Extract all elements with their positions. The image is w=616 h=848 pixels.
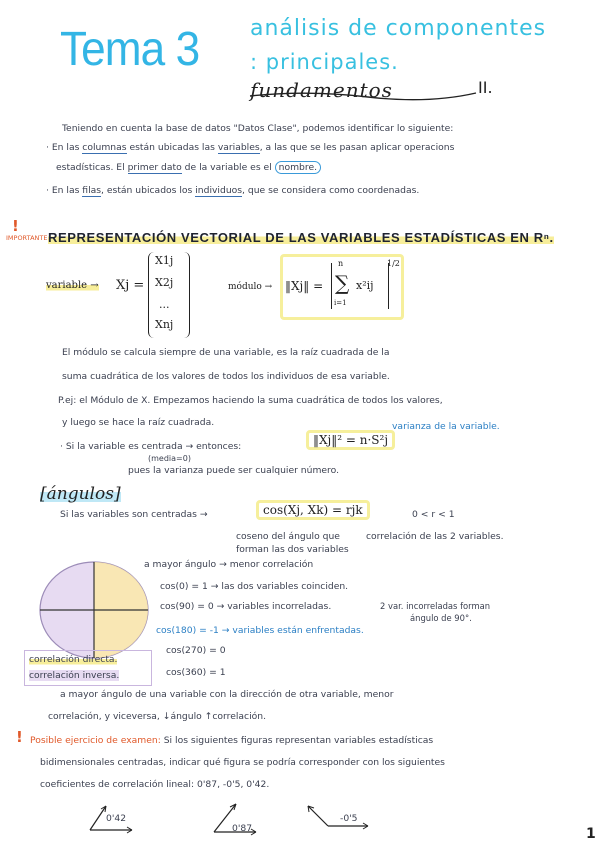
cos-correlation-formula: cos(Xj, Xk) = rjk	[256, 500, 370, 520]
intro-line-3: estadísticas. El primer dato de la variable es el nombre.	[56, 161, 321, 174]
variance-any-number: pues la varianza puede ser cualquier número.	[128, 465, 340, 476]
modulo-text-4: y luego se hace la raíz cuadrada.	[62, 417, 215, 428]
angles-line-4: cos(180) = -1 → variables están enfrentadas.	[156, 625, 364, 636]
sum-symbol: ∑	[335, 271, 350, 295]
coseno-note-2: forman las dos variables	[236, 544, 349, 555]
angles-conclusion-2: correlación, y viceversa, ↓ángulo ↑correlación.	[48, 711, 267, 722]
xj-equals: Xj =	[116, 278, 145, 293]
sum-bracket	[331, 259, 389, 309]
page-title: Tema 3	[60, 23, 200, 76]
angles-line-1: a mayor ángulo → menor correlación	[144, 559, 314, 570]
sum-top: n	[338, 259, 344, 268]
vector-elem-3: ...	[159, 298, 170, 311]
correlation-legend	[24, 650, 152, 686]
figure-b-label: 0'87	[232, 823, 253, 834]
page-number: 1	[586, 826, 596, 842]
intro-line-1: Teniendo en cuenta la base de datos "Datos Clase", podemos identificar lo siguiente:	[62, 123, 454, 134]
angles-line-3b: 2 var. incorreladas forman	[380, 601, 491, 611]
modulo-lhs: ‖Xj‖ =	[285, 279, 324, 293]
angles-line-2: cos(0) = 1 → las dos variables coinciden.	[160, 581, 349, 592]
vector-elem-4: Xnj	[155, 318, 174, 331]
angles-line-3: cos(90) = 0 → variables incorreladas.	[160, 601, 332, 612]
vector-elem-2: X2j	[155, 276, 174, 289]
vector-bracket	[148, 252, 190, 338]
important-label: IMPORTANTE	[6, 234, 48, 242]
legend-direct: correlación directa.	[29, 654, 118, 665]
variable-label: variable →	[46, 280, 99, 291]
variance-label: varianza de la variable.	[392, 421, 500, 432]
figure-c-label: -0'5	[340, 813, 358, 824]
exam-line-1: Posible ejercicio de examen: Si los siguientes figuras representan variables estadísticas	[30, 735, 434, 746]
legend-inverse: correlación inversa.	[29, 670, 120, 681]
modulo-label: módulo →	[228, 282, 273, 292]
angles-line-6: cos(360) = 1	[166, 667, 226, 678]
title-subtitle-1: análisis de componentes	[250, 16, 547, 41]
modulo-text-3: P.ej: el Módulo de X. Empezamos haciendo la suma cuadrática de todos los valores,	[58, 395, 443, 406]
vector-elem-1: X1j	[155, 254, 174, 267]
sum-bottom: i=1	[334, 299, 347, 307]
modulo-text-2: suma cuadrática de los valores de todos los individuos de esa variable.	[62, 371, 390, 382]
correlation-note: correlación de las 2 variables.	[366, 531, 504, 542]
figure-c	[304, 800, 374, 836]
angles-line-3c: ángulo de 90°.	[410, 613, 472, 623]
important-exclamation: !	[12, 217, 19, 235]
sum-term: x²ij	[356, 279, 374, 292]
intro-line-2: · En las columnas están ubicadas las variables, a las que se les pasan aplicar operacions	[46, 142, 455, 153]
media-zero-note: (media=0)	[148, 454, 191, 463]
angles-conclusion-1: a mayor ángulo de una variable con la dirección de otra variable, menor	[60, 689, 394, 700]
title-subtitle-3: fundamentos	[250, 78, 393, 102]
exam-line-2: bidimensionales centradas, indicar qué figura se podría corresponder con los siguientes	[40, 757, 445, 768]
norm-squared-formula: ‖Xj‖² = n·S²j	[306, 430, 395, 450]
coseno-note-1: coseno del ángulo que	[236, 531, 340, 542]
centered-variable-text: · Si la variable es centrada → entonces:	[60, 441, 242, 452]
section-angles-heading: [ángulos]	[40, 484, 121, 504]
figure-a-label: 0'42	[106, 813, 127, 824]
angle-circle-diagram	[34, 556, 154, 664]
modulo-formula-box	[280, 254, 404, 320]
exam-line-3: coeficientes de correlación lineal: 0'87, -0'5, 0'42.	[40, 779, 270, 790]
centered-cos-text: Si las variables son centradas →	[60, 509, 208, 520]
intro-line-4: · En las filas, están ubicados los individuos, que se considera como coordenadas.	[46, 185, 420, 196]
title-underline	[248, 88, 478, 102]
r-range: 0 < r < 1	[412, 509, 455, 520]
angles-line-5: cos(270) = 0	[166, 645, 226, 656]
sum-exponent: 1/2	[387, 259, 400, 268]
exam-exclamation: !	[16, 728, 23, 746]
modulo-text-1: El módulo se calcula siempre de una variable, es la raíz cuadrada de la	[62, 347, 390, 358]
title-number: II.	[478, 78, 493, 97]
title-subtitle-2: : principales.	[250, 50, 399, 74]
section-vectorial-heading: REPRESENTACIÓN VECTORIAL DE LAS VARIABLES ESTADÍSTICAS EN Rⁿ.	[48, 230, 554, 245]
